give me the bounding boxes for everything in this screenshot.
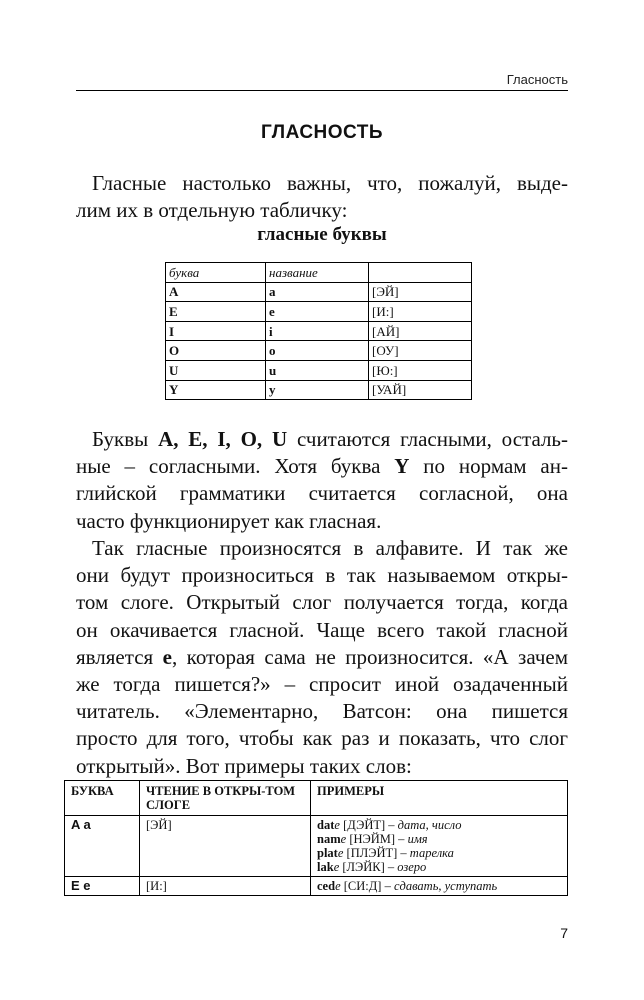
table-row (166, 360, 472, 380)
letter-y: Y (394, 454, 410, 479)
text-line: открытый». Вот примеры таких слов: (76, 753, 412, 778)
text-line: просто для того, чтобы как раз и показать, что слог (76, 726, 568, 751)
table-header-row (166, 263, 472, 283)
vowel-table-caption: гласные буквы (257, 224, 387, 245)
text-line: часто функционирует как гласная. (76, 508, 382, 533)
reading-cell: [ЭЙ] (140, 816, 311, 877)
letter-cell: O (166, 341, 266, 361)
table-row (166, 341, 472, 361)
intro-paragraph (76, 170, 568, 224)
column-header: БУКВА (65, 781, 140, 816)
text-line: лим их в отдельную табличку: (76, 198, 348, 223)
letter-cell: A a (65, 816, 140, 877)
letter-cell: I (166, 321, 266, 341)
pronunciation-cell: [ЭЙ] (369, 282, 472, 302)
column-header: ЧТЕНИЕ В ОТКРЫ-ТОМ СЛОГЕ (140, 781, 311, 816)
letter-e: e (162, 644, 172, 669)
text-line: том слоге. Открытый слог получается тогда, когда (76, 590, 568, 615)
table-row (166, 321, 472, 341)
running-header: Гласность (506, 72, 568, 87)
column-header (369, 263, 472, 283)
name-cell: o (266, 341, 369, 361)
examples-table (64, 780, 568, 896)
example-line: plate [ПЛЭЙТ] – тарелка (317, 846, 454, 860)
chapter-title: ГЛАСНОСТЬ (260, 122, 384, 143)
examples-cell (311, 877, 568, 896)
text-line: Так гласные произносятся в алфавите. И так же (92, 536, 568, 560)
paragraph-open-syllable (76, 535, 568, 780)
text-line: же тогда пишется?» – спросит иной озадаченный (76, 672, 568, 697)
name-cell: i (266, 321, 369, 341)
letter-cell: E e (65, 877, 140, 896)
text-line: глийской грамматики считается согласной, она (76, 481, 568, 506)
table-header-row (65, 781, 568, 816)
reading-cell: [И:] (140, 877, 311, 896)
examples-cell (311, 816, 568, 877)
pronunciation-cell: [ОУ] (369, 341, 472, 361)
text-line: Гласные настолько важны, что, пожалуй, выде- (92, 171, 568, 195)
table-row (166, 282, 472, 302)
name-cell: e (266, 302, 369, 322)
vowel-table (165, 262, 472, 400)
vowel-letters: A, E, I, O, U (158, 427, 288, 451)
name-cell: y (266, 380, 369, 400)
letter-cell: U (166, 360, 266, 380)
name-cell: a (266, 282, 369, 302)
table-row (166, 302, 472, 322)
pronunciation-cell: [И:] (369, 302, 472, 322)
name-cell: u (266, 360, 369, 380)
text-line: читатель. «Элементарно, Ватсон: она пишется (76, 699, 568, 724)
text-line: Буквы A, E, I, O, U считаются гласными, осталь- (92, 427, 569, 451)
letter-cell: E (166, 302, 266, 322)
table-row (166, 380, 472, 400)
example-line: name [НЭЙМ] – имя (317, 832, 428, 846)
column-header: буква (166, 263, 266, 283)
pronunciation-cell: [УАЙ] (369, 380, 472, 400)
paragraph-vowels (76, 426, 568, 535)
table-row (65, 816, 568, 877)
column-header: ПРИМЕРЫ (311, 781, 568, 816)
table-row (65, 877, 568, 896)
pronunciation-cell: [АЙ] (369, 321, 472, 341)
text-line: они будут произноситься в так называемом откры- (76, 563, 568, 588)
text-line: ные – согласными. Хотя буква Y по нормам ан- (76, 454, 568, 479)
page-number: 7 (560, 925, 568, 941)
text-line: является e, которая сама не произносится. «А зачем (76, 644, 569, 669)
example-line: cede [СИ:Д] – сдавать, уступать (317, 879, 498, 893)
column-header: название (266, 263, 369, 283)
header-rule (76, 90, 568, 91)
example-line: lake [ЛЭЙК] – озеро (317, 860, 427, 874)
pronunciation-cell: [Ю:] (369, 360, 472, 380)
example-line: date [ДЭЙТ] – дата, число (317, 818, 462, 832)
text-line: он окачивается гласной. Чаще всего такой гласной (76, 617, 568, 642)
letter-cell: A (166, 282, 266, 302)
letter-cell: Y (166, 380, 266, 400)
